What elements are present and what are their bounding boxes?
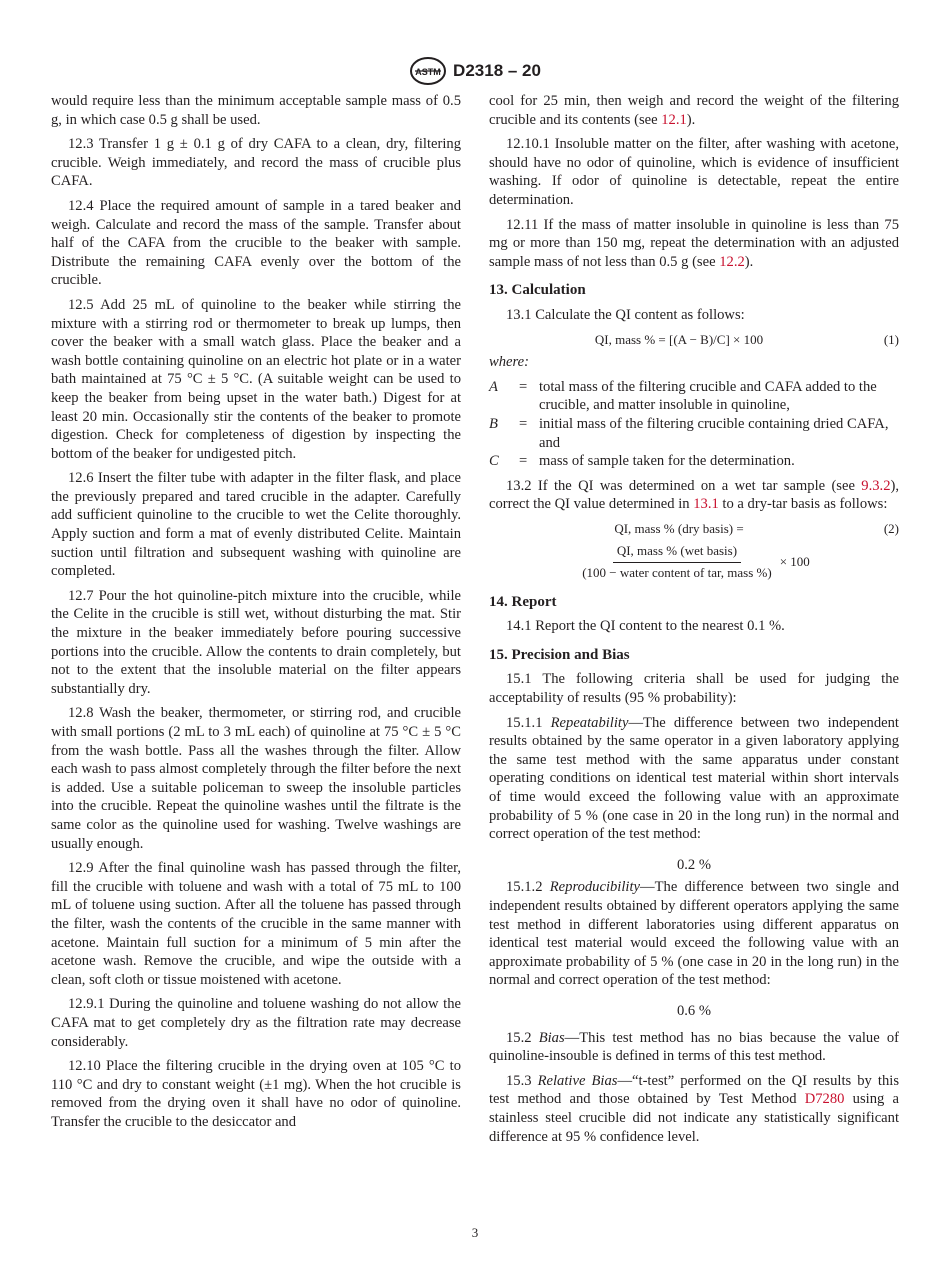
equation-2-fraction bbox=[489, 542, 899, 582]
link-d7280[interactable]: D7280 bbox=[804, 1091, 845, 1108]
paragraph-15-3: 15.3 Relative Bias—“t-test” performed on the QI results by this test method and those obtained by Test Method D7280 using a stainless steel crucible did not indicate any statistically significant difference at 95 % confidence level. bbox=[489, 1072, 900, 1145]
astm-logo-icon bbox=[409, 56, 447, 86]
paragraph-12-6: 12.6 Insert the filter tube with adapter in the filter flask, and place the previously prepared and tared crucible in the adapter. Carefully add sufficient quinoline to the crucible to wet the Celite thoroughly. Apply suction and form a mat of evenly distributed Celite. Maintain suction until filtration and subsequent washing with quinoline are completed. bbox=[51, 470, 461, 580]
fraction-multiplier: × 100 bbox=[779, 554, 810, 570]
paragraph-12-4: 12.4 Place the required amount of sample in a tared beaker and weigh. Calculate and record the mass of the sample. Transfer about half of the CAFA from the crucible to the beaker with sample. Distribute the remaining CAFA evenly over the bottom of the crucible. bbox=[51, 197, 461, 289]
paragraph-12-8: 12.8 Wash the beaker, thermometer, or stirring rod, and crucible with small portions (2 mL to 3 mL each) of quinoline at 75 °C ± 5 °C from the wash bottle. Pass all the washes through the filter. Allow each wash to pass almost completely through the filter before the next is added. Use a suitable policeman to sweep the insoluble particles into the crucible. Repeat the quinoline washes until the filtrate is the same color as the quinoline used for washing. Twelve washings are usually enough. bbox=[51, 705, 461, 852]
page-number: 3 bbox=[471, 1225, 479, 1240]
paragraph-12-10-1: 12.10.1 Insoluble matter on the filter, after washing with acetone, should have no odor of quinoline, which is evidence of insufficient washing. If odor of quinoline is detectable, repeat the entire determination. bbox=[489, 136, 899, 208]
equation-1 bbox=[489, 331, 899, 350]
paragraph-12-5: 12.5 Add 25 mL of quinoline to the beaker while stirring the mixture with a stirring rod or thermometer to break up lumps, then cover the beaker with a small watch glass. Place the beaker and a wash bottle containing quinoline on an electric hot plate or in a water bath maintained at 75 °C ± 5 °C. (A suitable weight can be used to keep the beaker from being upset in the water bath.) Digest for at least 20 min. Occasionally stir the contents of the beaker to promote digestion. Check for completeness of digestion by inspecting the bottom of the beaker for undigested pitch. bbox=[51, 296, 461, 462]
equation-2 bbox=[489, 520, 899, 539]
page-header bbox=[0, 56, 950, 91]
section-14-heading: 14. Report bbox=[489, 593, 557, 610]
equation-1-number: (1) bbox=[883, 331, 899, 347]
section-13-heading: 13. Calculation bbox=[489, 282, 586, 299]
document-id: D2318 – 20 bbox=[453, 61, 541, 80]
svg-text:ASTM: ASTM bbox=[415, 67, 441, 77]
link-13-1[interactable]: 13.1 bbox=[693, 496, 719, 513]
paragraph-12-9-1: 12.9.1 During the quinoline and toluene washing do not allow the CAFA mat to get completely dry as the filtration rate may decrease considerably. bbox=[51, 996, 461, 1050]
fraction-denominator: (100 − water content of tar, mass %) bbox=[582, 565, 772, 581]
paragraph-13-1: 13.1 Calculate the QI content as follows: bbox=[506, 306, 745, 323]
fraction-numerator: QI, mass % (wet basis) bbox=[613, 542, 741, 563]
definition-a: A = total mass of the filtering crucible and CAFA added to the crucible, and matter insoluble in quinoline, bbox=[489, 378, 877, 414]
where-label: where: bbox=[489, 354, 529, 371]
paragraph-15-1-2: 15.1.2 Reproducibility—The difference between two single and independent results obtained by different operators applying the same test method in different laboratories using different apparatus on identical test material would exceed the following value with an approximate probability of 5 % (one case in 20 in the long run) in the normal and correct operation of the test method: bbox=[489, 879, 899, 989]
equation-1-expression: QI, mass % = [(A − B)/C] × 100 bbox=[594, 331, 764, 347]
paragraph-14-1: 14.1 Report the QI content to the nearest 0.1 %. bbox=[506, 618, 785, 635]
paragraph-12-9: 12.9 After the final quinoline wash has passed through the filter, fill the crucible with toluene and wash with a total of 75 mL to 100 mL of toluene using suction. After all the toluene has passed through the filter, wash the contents of the crucible in the same manner with acetone. Maintain full suction for a minimum of 5 min after the acetone wash. Remove the crucible, and wipe the outside with a clean, soft cloth or tissue moistened with acetone. bbox=[51, 860, 461, 988]
reproducibility-value: 0.6 % bbox=[676, 1002, 712, 1019]
link-12-1[interactable]: 12.1 bbox=[661, 111, 687, 128]
paragraph-12-3: 12.3 Transfer 1 g ± 0.1 g of dry CAFA to a clean, dry, filtering crucible. Weigh immediately, and record the mass of crucible plus CAFA. bbox=[51, 136, 461, 190]
paragraph-12-10: 12.10 Place the filtering crucible in the drying oven at 105 °C to 110 °C and dry to constant weight (±1 mg). When the hot crucible is removed from the drying oven it shall have no odor of quinoline. Transfer the crucible to the desiccator and bbox=[51, 1058, 461, 1130]
paragraph-12-10-continued: cool for 25 min, then weigh and record the weight of the filtering crucible and its contents (see 12.1). bbox=[489, 93, 899, 128]
paragraph-15-1: 15.1 The following criteria shall be used for judging the acceptability of results (95 % probability): bbox=[489, 671, 899, 707]
left-column bbox=[51, 92, 461, 1137]
repeatability-value: 0.2 % bbox=[676, 856, 712, 873]
paragraph-15-2: 15.2 Bias—This test method has no bias because the value of quinoline-insouble is defined in terms of this test method. bbox=[489, 1029, 899, 1065]
right-column bbox=[489, 92, 899, 1152]
link-9-3-2[interactable]: 9.3.2 bbox=[861, 477, 891, 494]
paragraph-continuation: would require less than the minimum acceptable sample mass of 0.5 g, in which case 0.5 g shall be used. bbox=[51, 93, 461, 128]
section-15-heading: 15. Precision and Bias bbox=[489, 646, 630, 663]
paragraph-15-1-1: 15.1.1 Repeatability—The difference between two independent results obtained by the same operator in a given laboratory applying the same test method with the same apparatus under constant operating conditions on identical test material within short intervals of time would exceed the following value with an approximate probability of 5 % (one case in 20 in the long run) in the normal and correct operation of the test method: bbox=[489, 714, 899, 843]
definition-b: B = initial mass of the filtering crucible containing dried CAFA, and bbox=[489, 415, 889, 451]
equation-2-expression: QI, mass % (dry basis) = bbox=[614, 520, 744, 536]
paragraph-12-7: 12.7 Pour the hot quinoline-pitch mixture into the crucible, while the Celite in the crucible is still wet, without disturbing the mat. Stir the mixture in the beaker immediately before pouring successive portions into the crucible. Allow the contents to drain completely, but not to the extent that the insoluble material on the filter appears substantially dry. bbox=[51, 587, 461, 697]
paragraph-13-2: 13.2 If the QI was determined on a wet tar sample (see 9.3.2), correct the QI value determined in 13.1 to a dry-tar basis as follows: bbox=[489, 477, 899, 513]
paragraph-12-11: 12.11 If the mass of matter insoluble in quinoline is less than 75 mg or more than 150 mg, repeat the determination with an adjusted sample mass of not less than 0.5 g (see 12.2). bbox=[489, 216, 899, 270]
definition-c: C = mass of sample taken for the determination. bbox=[489, 453, 795, 470]
equation-2-number: (2) bbox=[883, 520, 899, 536]
link-12-2[interactable]: 12.2 bbox=[719, 253, 745, 270]
